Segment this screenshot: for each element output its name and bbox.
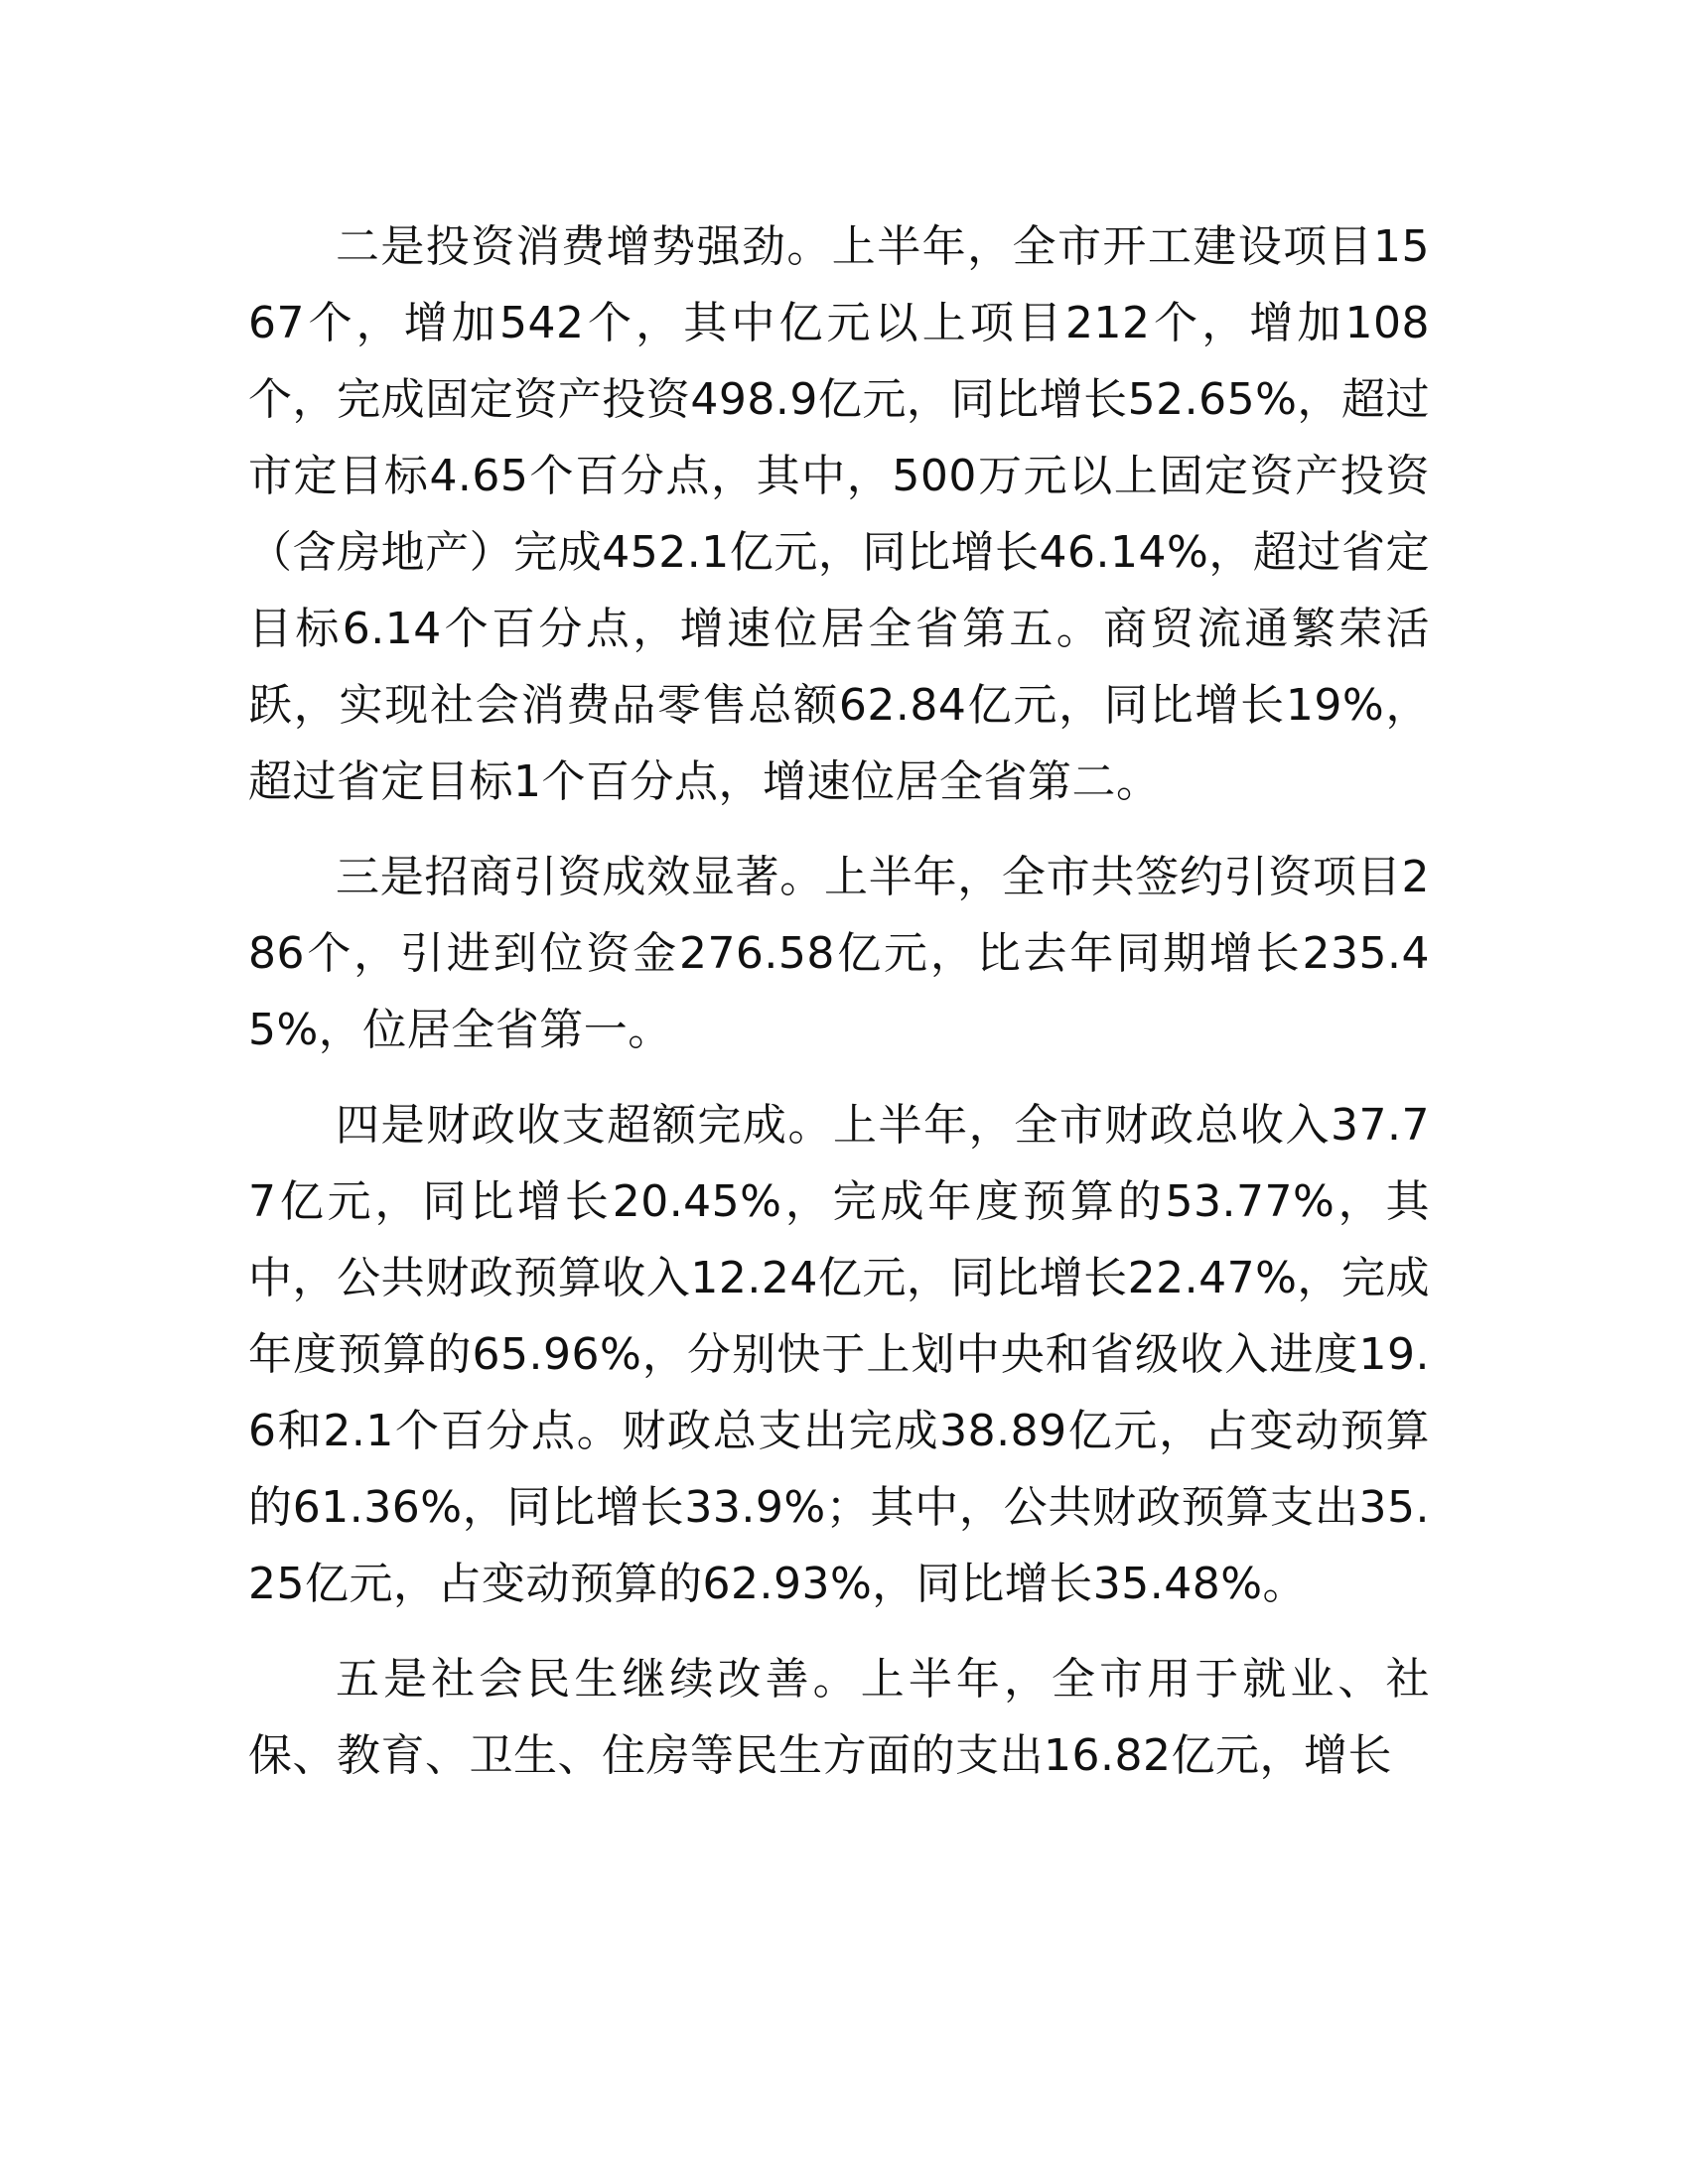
paragraph-investment-attraction: 三是招商引资成效显著。上半年，全市共签约引资项目286个，引进到位资金276.58亿元，比去年同期增长235.45%，位居全省第一。 (248, 852, 1430, 1055)
paragraph-social-livelihood: 五是社会民生继续改善。上半年，全市用于就业、社保、教育、卫生、住房等民生方面的支出16.82亿元，增长 (248, 1654, 1430, 1781)
paragraph-investment-consumption: 二是投资消费增势强劲。上半年，全市开工建设项目1567个，增加542个，其中亿元以上项目212个，增加108个，完成固定资产投资498.9亿元，同比增长52.65%，超过市定目标4.65个百分点，其中，500万元以上固定资产投资（含房地产）完成452.1亿元，同比增长46.14%，超过省定目标6.14个百分点，增速位居全省第五。商贸流通繁荣活跃，实现社会消费品零售总额62.84亿元，同比增长19%，超过省定目标1个百分点，增速位居全省第二。 (248, 221, 1430, 807)
paragraph-fiscal-revenue-expenditure: 四是财政收支超额完成。上半年，全市财政总收入37.77亿元，同比增长20.45%，完成年度预算的53.77%，其中，公共财政预算收入12.24亿元，同比增长22.47%，完成年度预算的65.96%，分别快于上划中央和省级收入进度19.6和2.1个百分点。财政总支出完成38.89亿元，占变动预算的61.36%，同比增长33.9%；其中，公共财政预算支出35.25亿元，占变动预算的62.93%，同比增长35.48%。 (248, 1100, 1430, 1609)
document-body (248, 208, 1430, 1813)
